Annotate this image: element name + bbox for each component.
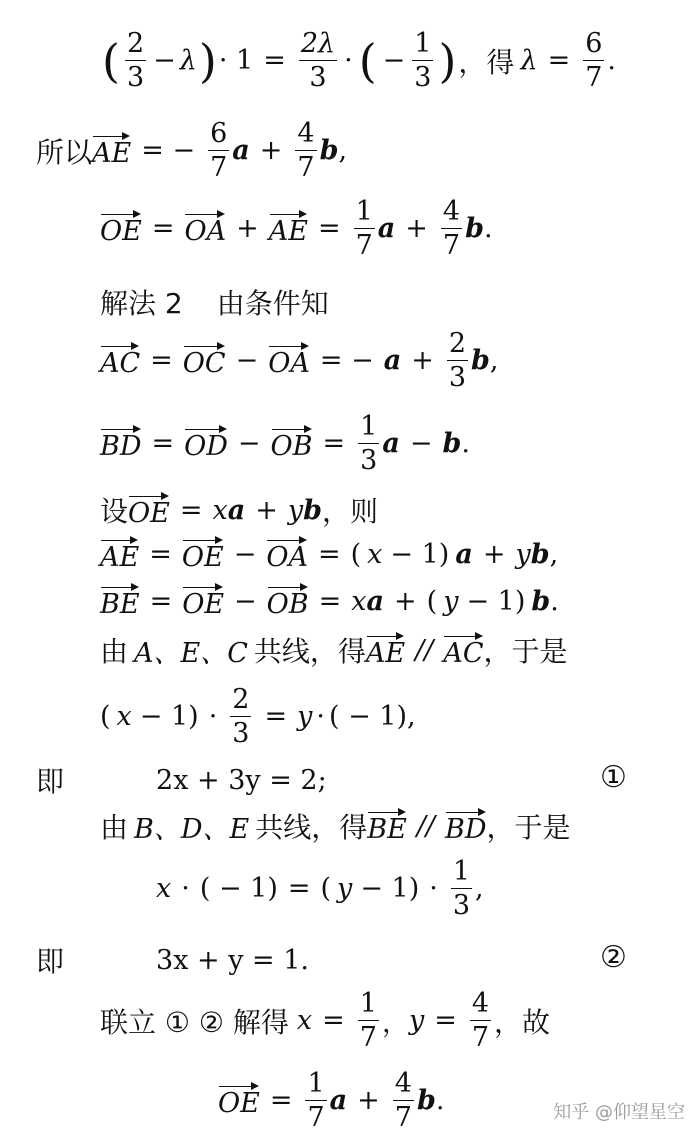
equation-line-17: OE = $\frac{1}{7}$ a + $\frac{4}{7}$ b . [218, 1068, 445, 1133]
equation-line-14: x · ( − 1) = ( y − 1) · $\frac{1}{3}$ , [156, 856, 484, 921]
equation-line-8: AE = OE − OA = ( x − 1 ) a + y b , [100, 536, 558, 573]
equation-line-12: 即 2x + 3y = 2; [36, 764, 327, 798]
equation-line-3: OE = OA + AE = $\frac{1}{7}$ a + $\frac{4}{7}$ b . [100, 196, 493, 261]
equation-line-6: BD = OD − OB = $\frac{1}{3}$ a − b . [100, 411, 470, 476]
equation-line-2: 所以 AE = − $\frac{6}{7}$ a + $\frac{4}{7}$ b , [36, 118, 348, 183]
equation-marker-2: ② [600, 940, 627, 975]
equation-line-9: BE = OE − OB = x a + ( y − 1 ) b . [100, 583, 559, 620]
fraction-1-3: $\frac{1}{3}$ [414, 28, 432, 93]
watermark: 知乎 @仰望星空 [553, 1102, 685, 1123]
equation-line-15: 即 3x + y = 1. [36, 944, 310, 978]
fraction-2-3: $\frac{2}{3}$ [126, 28, 145, 93]
equation-line-5: AC = OC − OA = − a + $\frac{2}{3}$ b , [100, 328, 499, 393]
fraction-2lambda-3: $\frac{2\lambda}{3}$ [300, 28, 336, 93]
equation-line-11: ( x − 1) · $\frac{2}{3}$ = y · ( − 1) , [100, 684, 416, 749]
equation-line-1: ( $\frac{2}{3}$ − λ ) · 1 = $\frac{2\lambda}{3}$ · ( − $\frac{1}{3}$ ) ，得 λ = $\frac{6}{7}$ . [102, 28, 616, 93]
equation-line-16: 联立 ① ② 解得 x = $\frac{1}{7}$ ， y = $\frac{4}{7}$ ，故 [100, 988, 551, 1053]
equation-marker-1: ① [600, 760, 627, 795]
equation-line-7: 设 OE = x a + y b ，则 [100, 490, 378, 530]
vector-AE: AE [92, 132, 131, 169]
solution-2-heading: 解法 2 由条件知 [100, 287, 329, 320]
equation-line-13: 由 B、D、E 共线，得 BE // BD ，于是 [100, 806, 571, 846]
equation-line-10: 由 A、E、C 共线，得 AE // AC ，于是 [100, 630, 568, 670]
fraction-6-7: $\frac{6}{7}$ [585, 28, 603, 93]
